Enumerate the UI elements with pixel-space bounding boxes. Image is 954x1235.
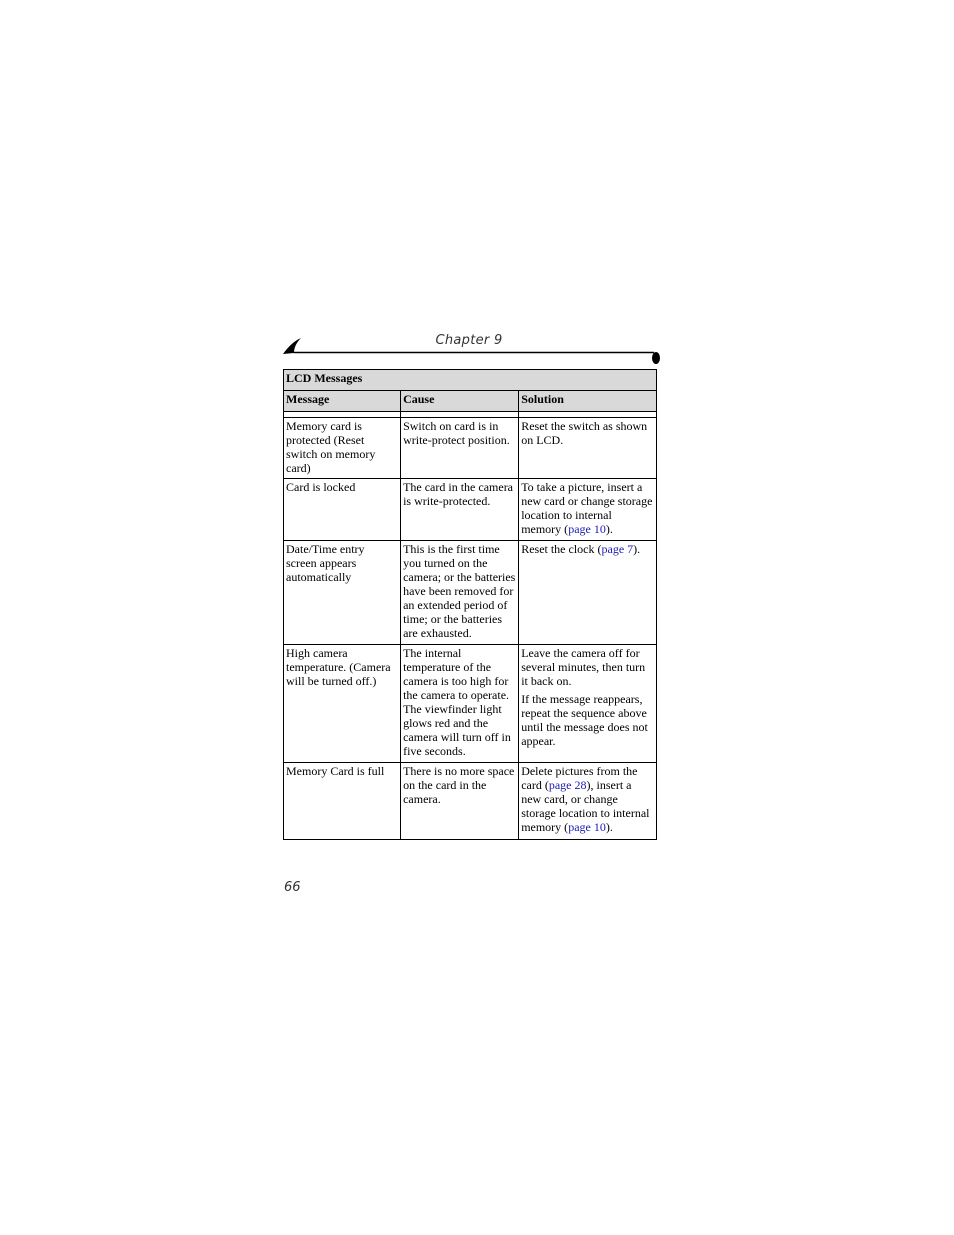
page-link[interactable]: page 7 bbox=[601, 542, 634, 556]
solution-cell bbox=[519, 541, 657, 645]
solution-cell bbox=[519, 763, 657, 840]
message-cell: Memory card is protected (Reset switch on memory card) bbox=[284, 418, 401, 479]
message-cell: Date/Time entry screen appears automatically bbox=[284, 541, 401, 645]
column-header-message: Message bbox=[284, 391, 401, 412]
page-number: 66 bbox=[284, 880, 301, 895]
cause-cell: The card in the camera is write-protected. bbox=[401, 479, 519, 541]
solution-cell bbox=[519, 645, 657, 763]
cause-cell: There is no more space on the card in the camera. bbox=[401, 763, 519, 840]
table-title: LCD Messages bbox=[284, 370, 657, 391]
column-header-cause: Cause bbox=[401, 391, 519, 412]
message-cell: High camera temperature. (Camera will be turned off.) bbox=[284, 645, 401, 763]
cause-cell: The internal temperature of the camera is too high for the camera to operate. The viewfinder light glows red and the camera will turn off in five seconds. bbox=[401, 645, 519, 763]
chapter-header bbox=[282, 330, 662, 368]
solution-text: ). bbox=[633, 542, 641, 556]
table-row bbox=[284, 645, 657, 763]
solution-cell: Reset the switch as shown on LCD. bbox=[519, 418, 657, 479]
solution-text: ). bbox=[605, 820, 613, 834]
solution-text: To take a picture, insert a new card or change storage location to internal memory ( bbox=[521, 480, 653, 536]
table-row bbox=[284, 418, 657, 479]
page-link[interactable]: page 28 bbox=[548, 778, 587, 792]
page-link[interactable]: page 10 bbox=[568, 820, 606, 834]
table-row bbox=[284, 541, 657, 645]
table-row bbox=[284, 479, 657, 541]
table-row bbox=[284, 763, 657, 840]
column-header-solution: Solution bbox=[519, 391, 657, 412]
solution-text: ), insert a new card, or change storage location to internal memory ( bbox=[521, 778, 650, 834]
solution-text-2: If the message reappears, repeat the sequence above until the message does not appear. bbox=[521, 692, 648, 748]
solution-text: Delete pictures from the card ( bbox=[521, 764, 638, 792]
chapter-title: Chapter 9 bbox=[435, 333, 503, 348]
solution-text: ). bbox=[605, 522, 613, 536]
message-cell: Memory Card is full bbox=[284, 763, 401, 840]
solution-cell bbox=[519, 479, 657, 541]
page-link[interactable]: page 10 bbox=[568, 522, 606, 536]
cause-cell: Switch on card is in write-protect position. bbox=[401, 418, 519, 479]
message-cell: Card is locked bbox=[284, 479, 401, 541]
solution-text: Leave the camera off for several minutes, then turn it back on. bbox=[521, 646, 646, 688]
lcd-messages-table bbox=[283, 369, 657, 840]
solution-text: Reset the clock ( bbox=[521, 542, 602, 556]
cause-cell: This is the first time you turned on the camera; or the batteries have been removed for an extended period of time; or the batteries are exhausted. bbox=[401, 541, 519, 645]
